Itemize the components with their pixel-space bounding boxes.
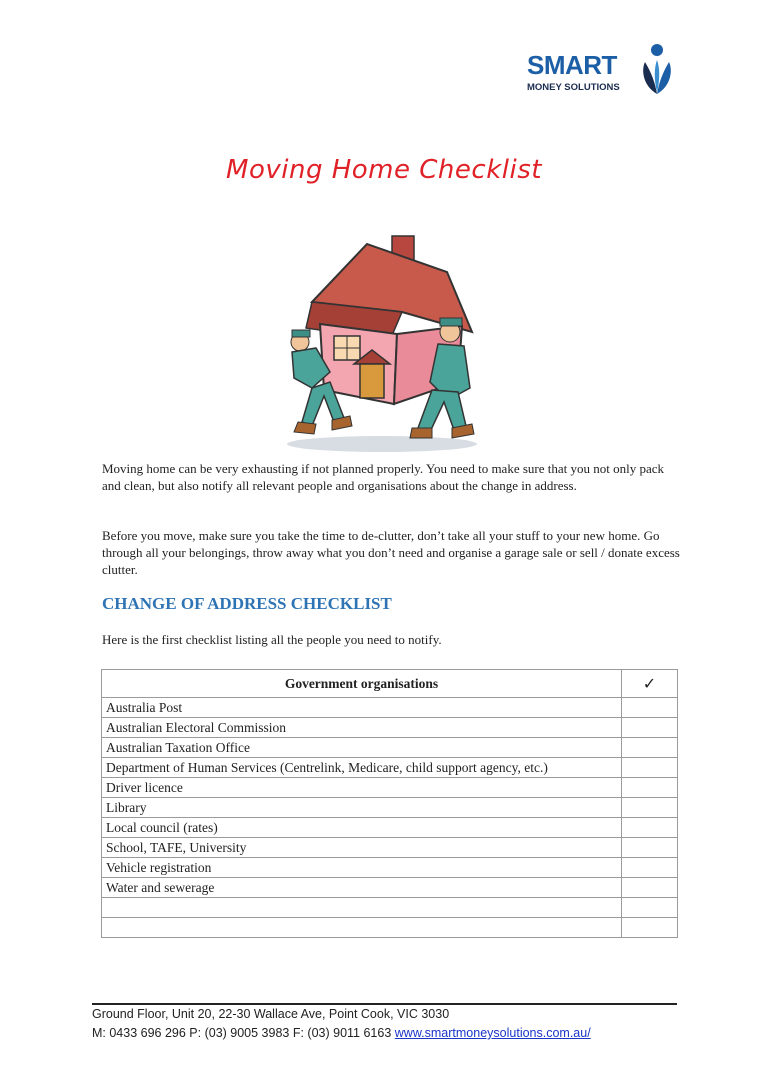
checklist-item-label: School, TAFE, University xyxy=(102,838,622,858)
footer-website-link[interactable]: www.smartmoneysolutions.com.au/ xyxy=(394,1026,591,1040)
table-row xyxy=(102,858,678,878)
table-row xyxy=(102,798,678,818)
checklist-item-label: Australian Electoral Commission xyxy=(102,718,622,738)
table-row xyxy=(102,878,678,898)
checklist-tick-cell[interactable] xyxy=(622,738,678,758)
checklist-item-label xyxy=(102,918,622,938)
checklist-item-label: Australia Post xyxy=(102,698,622,718)
checklist-tick-cell[interactable] xyxy=(622,798,678,818)
logo-tagline: MONEY SOLUTIONS xyxy=(527,82,620,93)
checklist-tick-cell[interactable] xyxy=(622,818,678,838)
table-row xyxy=(102,758,678,778)
footer-address: Ground Floor, Unit 20, 22-30 Wallace Ave, Point Cook, VIC 3030 xyxy=(92,1007,450,1021)
table-row xyxy=(102,718,678,738)
checklist-item-label: Australian Taxation Office xyxy=(102,738,622,758)
intro-paragraph: Moving home can be very exhausting if not planned properly. You need to make sure that you not only pack and clean, but also notify all relevant people and organisations about the change in address. xyxy=(102,461,665,493)
movers-carrying-house-illustration xyxy=(272,232,492,454)
section-intro: Here is the first checklist listing all the people you need to notify. xyxy=(102,632,442,647)
checklist-item-label: Water and sewerage xyxy=(102,878,622,898)
footer-divider xyxy=(92,1003,677,1005)
checklist-tick-cell[interactable] xyxy=(622,858,678,878)
table-row xyxy=(102,838,678,858)
checklist-tick-cell[interactable] xyxy=(622,778,678,798)
table-row xyxy=(102,698,678,718)
company-logo xyxy=(527,42,677,100)
declutter-paragraph: Before you move, make sure you take the time to de-clutter, don’t take all your stuff to your new home. Go through all your belongings, throw away what you don’t need and organise a garage sale or sell / donate excess clutter. xyxy=(102,528,680,577)
section-heading: CHANGE OF ADDRESS CHECKLIST xyxy=(102,594,392,613)
checklist-tick-cell[interactable] xyxy=(622,918,678,938)
table-row xyxy=(102,818,678,838)
checklist-tick-cell[interactable] xyxy=(622,698,678,718)
table-row xyxy=(102,898,678,918)
checklist-item-label: Driver licence xyxy=(102,778,622,798)
checklist-body xyxy=(102,698,678,938)
page-title: Moving Home Checklist xyxy=(226,155,542,185)
footer-phones: M: 0433 696 296 P: (03) 9005 3983 F: (03) 9011 6163 xyxy=(92,1026,392,1040)
table-header-row xyxy=(102,670,678,698)
logo-leaf-icon xyxy=(637,42,677,98)
checklist-tick-cell[interactable] xyxy=(622,718,678,738)
table-row xyxy=(102,918,678,938)
checklist-item-label: Vehicle registration xyxy=(102,858,622,878)
checklist-item-label: Department of Human Services (Centrelink, Medicare, child support agency, etc.) xyxy=(102,758,622,778)
government-organisations-table xyxy=(101,669,678,938)
checklist-item-label: Local council (rates) xyxy=(102,818,622,838)
table-row xyxy=(102,738,678,758)
checklist-tick-cell[interactable] xyxy=(622,898,678,918)
checklist-tick-cell[interactable] xyxy=(622,838,678,858)
footer-contact xyxy=(92,1026,591,1040)
checklist-item-label: Library xyxy=(102,798,622,818)
checklist-tick-cell[interactable] xyxy=(622,758,678,778)
table-header-title: Government organisations xyxy=(102,670,622,698)
table-row xyxy=(102,778,678,798)
checklist-item-label xyxy=(102,898,622,918)
checklist-tick-cell[interactable] xyxy=(622,878,678,898)
logo-brand: SMART xyxy=(527,50,617,80)
checkmark-icon: ✓ xyxy=(622,670,678,698)
